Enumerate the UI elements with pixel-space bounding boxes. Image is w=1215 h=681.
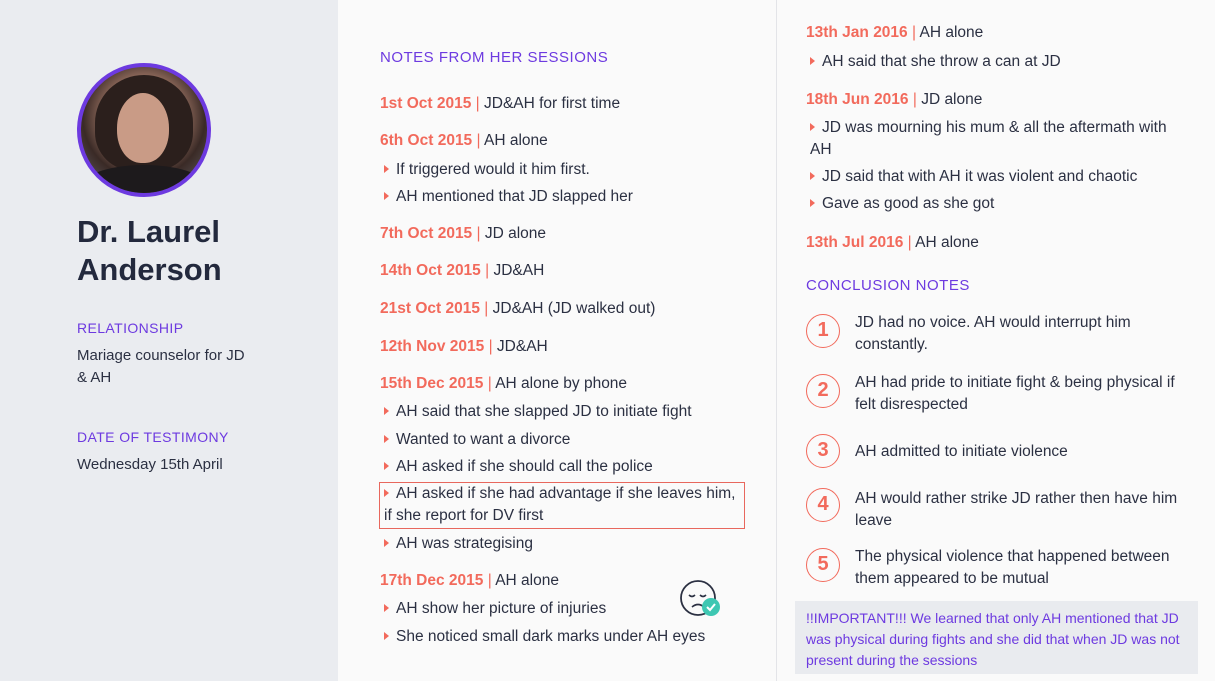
column-divider [776,0,777,681]
bullet-icon [810,57,815,65]
bullet-icon [384,407,389,415]
session-label: AH alone [495,572,559,589]
bullet-icon [810,199,815,207]
session-bullet: AH was strategising [384,533,533,555]
bullet-icon [384,462,389,470]
bullet-icon [810,172,815,180]
session-entry: 21st Oct 2015 | JD&AH (JD walked out) [380,300,656,317]
sad-face-check-icon [680,578,720,618]
session-bullet: AH show her picture of injuries [384,598,606,620]
session-bullet: JD was mourning his mum & all the aftermath with AH [810,119,1167,158]
session-label: JD&AH for first time [484,95,621,112]
session-entry: 15th Dec 2015 | AH alone by phone [380,375,628,392]
session-date: 17th Dec 2015 [380,572,484,589]
conclusion-text: AH would rather strike JD rather then have him leave [855,490,1178,529]
session-entry: 7th Oct 2015 | JD alone [380,225,547,242]
session-bullet: Gave as good as she got [810,193,994,215]
session-label: AH alone [483,132,548,149]
conclusion-text: The physical violence that happened between them appeared to be mutual [855,548,1170,587]
profile-sidebar [0,0,338,681]
session-label: JD&AH [496,338,548,355]
relationship-value: Mariage counselor for JD & AH [77,347,245,386]
bullet-icon [384,165,389,173]
session-date: 7th Oct 2015 [380,225,473,242]
session-bullet: Wanted to want a divorce [384,429,570,451]
session-date: 12th Nov 2015 [380,338,485,355]
important-note: !!IMPORTANT!!! We learned that only AH mentioned that JD was physical during fights and she did that when JD was not present during the sessions [795,601,1198,674]
number-badge: 3 [806,434,840,468]
session-entry: 13th Jan 2016 | AH alone [806,24,984,41]
testimony-label: DATE OF TESTIMONY [77,429,229,445]
session-bullet: AH mentioned that JD slapped her [384,186,633,208]
session-label: JD&AH [493,262,545,279]
session-date: 13th Jul 2016 [806,234,904,251]
session-entry: 18th Jun 2016 | JD alone [806,91,983,108]
session-bullet: AH asked if she should call the police [384,456,653,478]
conclusion-title: CONCLUSION NOTES [806,277,970,294]
number-badge: 2 [806,374,840,408]
session-bullet: AH said that she slapped JD to initiate fight [384,401,692,423]
bullet-icon [384,489,389,497]
bullet-icon [810,123,815,131]
bullet-icon [384,435,389,443]
conclusion-text: AH had pride to initiate fight & being physical if felt disrespected [855,374,1175,413]
session-date: 1st Oct 2015 [380,95,472,112]
session-entry: 17th Dec 2015 | AH alone [380,572,559,589]
session-date: 13th Jan 2016 [806,24,908,41]
number-badge: 5 [806,548,840,582]
relationship-label: RELATIONSHIP [77,320,184,336]
session-label: AH alone [919,24,984,41]
number-badge: 1 [806,314,840,348]
session-label: AH alone by phone [495,375,628,392]
session-entry: 14th Oct 2015 | JD&AH [380,262,545,279]
session-entry: 1st Oct 2015 | JD&AH for first time [380,95,621,112]
session-bullet: AH said that she throw a can at JD [810,51,1061,73]
session-label: JD alone [921,91,983,108]
session-date: 15th Dec 2015 [380,375,484,392]
notes-title: NOTES FROM HER SESSIONS [380,49,609,66]
session-bullet: She noticed small dark marks under AH eyes [384,626,705,648]
session-date: 21st Oct 2015 [380,300,480,317]
session-entry: 12th Nov 2015 | JD&AH [380,338,548,355]
session-bullet-highlighted: AH asked if she had advantage if she leaves him, if she report for DV first [384,485,736,524]
session-date: 6th Oct 2015 [380,132,473,149]
session-label: JD alone [484,225,547,242]
session-bullet: JD said that with AH it was violent and chaotic [810,166,1137,188]
bullet-icon [384,604,389,612]
conclusion-text: JD had no voice. AH would interrupt him constantly. [855,314,1131,353]
number-badge: 4 [806,488,840,522]
avatar [77,63,211,197]
session-date: 14th Oct 2015 [380,262,481,279]
session-label: AH alone [915,234,979,251]
session-label: JD&AH (JD walked out) [492,300,656,317]
conclusion-text: AH admitted to initiate violence [855,443,1068,460]
profile-name: Dr. Laurel Anderson [77,214,222,287]
bullet-icon [384,632,389,640]
bullet-icon [384,539,389,547]
bullet-icon [384,192,389,200]
testimony-value: Wednesday 15th April [77,456,223,473]
session-bullet: If triggered would it him first. [384,159,590,181]
session-entry: 6th Oct 2015 | AH alone [380,132,548,149]
session-entry: 13th Jul 2016 | AH alone [806,234,979,251]
session-date: 18th Jun 2016 [806,91,909,108]
